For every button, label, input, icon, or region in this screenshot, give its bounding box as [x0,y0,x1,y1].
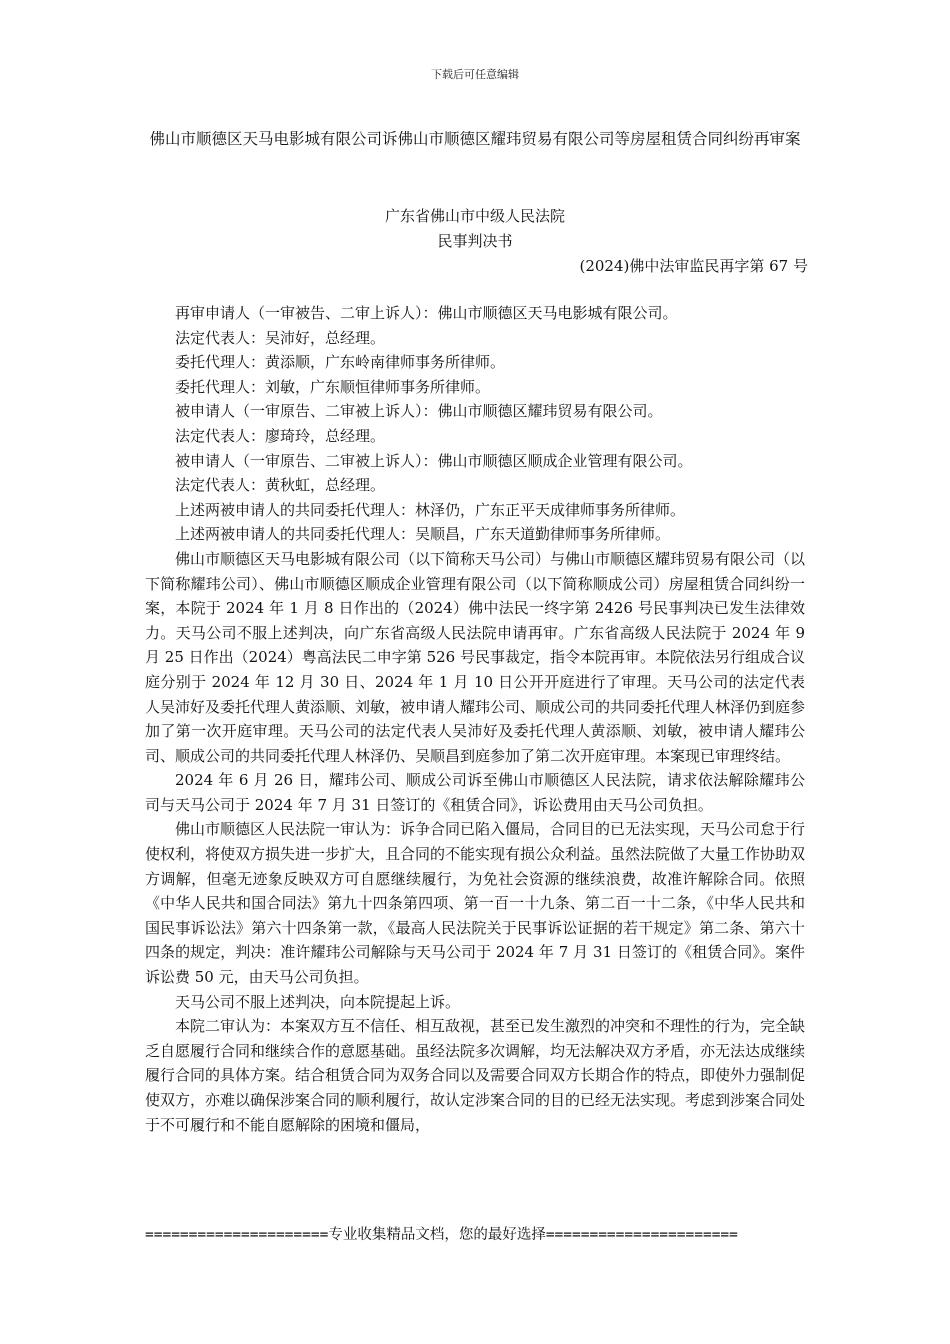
case-number: (2024)佛中法审监民再字第 67 号 [579,257,808,275]
court-name: 广东省佛山市中级人民法院 [384,207,565,225]
document-body [145,301,805,1137]
document-title: 佛山市顺德区天马电影城有限公司诉佛山市顺德区耀玮贸易有限公司等房屋租赁合同纠纷再审案 [149,130,801,148]
paragraph: 本院二审认为：本案双方互不信任、相互敌视，甚至已发生激烈的冲突和不理性的行为，完全缺乏自愿履行合同和继续合作的意愿基础。虽经法院多次调解，均无法解决双方矛盾，亦无法达成继续履行合同的具体方案。结合租赁合同为双务合同以及需要合同双方长期合作的特点，即使外力强制促使双方，亦难以确保涉案合同的顺利履行，故认定涉案合同的目的已经无法实现。考虑到涉案合同处于不可履行和不能自愿解除的困境和僵局， [145,1017,806,1134]
paragraph: 再审申请人（一审被告、二审上诉人）：佛山市顺德区天马电影城有限公司。 [175,304,678,322]
paragraph: 委托代理人：刘敏，广东顺恒律师事务所律师。 [175,377,491,396]
paragraph: 法定代表人：廖琦玲，总经理。 [175,426,386,445]
paragraph: 被申请人（一审原告、二审被上诉人）：佛山市顺德区顺成企业管理有限公司。 [175,451,693,470]
paragraph: 上述两被申请人的共同委托代理人：吴顺昌，广东天道勤律师事务所律师。 [175,525,671,544]
document-type: 民事判决书 [437,232,513,250]
paragraph: 上述两被申请人的共同委托代理人：林泽仍，广东正平天成律师事务所律师。 [175,500,686,519]
header-note: 下载后可任意编辑 [431,68,519,81]
paragraph: 法定代表人：吴沛好，总经理。 [175,328,386,347]
footer-banner: =====================专业收集精品文档，您的最好选择====================== [145,1227,738,1243]
paragraph: 2024 年 6 月 26 日，耀玮公司、顺成公司诉至佛山市顺德区人民法院，请求依法解除耀玮公司与天马公司于 2024 年 7 月 31 日签订的《租赁合同》，诉讼费用由天马公司负担。 [145,771,805,814]
paragraph: 被申请人（一审原告、二审被上诉人）：佛山市顺德区耀玮贸易有限公司。 [175,402,663,421]
paragraph: 天马公司不服上述判决，向本院提起上诉。 [175,992,461,1011]
paragraph: 法定代表人：黄秋虹，总经理。 [175,476,386,495]
paragraph: 佛山市顺德区人民法院一审认为：诉争合同已陷入僵局，合同目的已无法实现，天马公司怠于行使权利，将使双方损失进一步扩大，且合同的不能实现有损公众利益。虽然法院做了大量工作协助双方调解，但毫无迹象反映双方可自愿继续履行，为免社会资源的继续浪费，故准许解除合同。依照《中华人民共和国合同法》第九十四条第四项、第一百一十九条、第二百一十二条，《中华人民共和国民事诉讼法》第六十四条第一款，《最高人民法院关于民事诉讼证据的若干规定》第二条、第六十四条的规定，判决：准许耀玮公司解除与天马公司于 2024 年 7 月 31 日签订的《租赁合同》。案件诉讼费 50 元，由天马公司负担。 [145,820,806,987]
paragraph: 佛山市顺德区天马电影城有限公司（以下简称天马公司）与佛山市顺德区耀玮贸易有限公司（以下简称耀玮公司）、佛山市顺德区顺成企业管理有限公司（以下简称顺成公司）房屋租赁合同纠纷一案，本院于 2024 年 1 月 8 日作出的（2024）佛中法民一终字第 2426 号民事判决已发生法律效力。天马公司不服上述判决，向广东省高级人民法院申请再审。广东省高级人民法院于 2024 年 9 月 25 日作出（2024）粤高法民二申字第 526 号民事裁定，指令本院再审。本院依法另行组成合议庭分别于 2024 年 12 月 30 日、2024 年 1 月 10 日公开开庭进行了审理。天马公司的法定代表人吴沛好及委托代理人黄添顺、刘敏，被申请人耀玮公司、顺成公司的共同委托代理人林泽仍到庭参加了第一次开庭审理。天马公司的法定代表人吴沛好及委托代理人黄添顺、刘敏，被申请人耀玮公司、顺成公司的共同委托代理人林泽仍、吴顺昌到庭参加了第二次开庭审理。本案现已审理终结。 [145,549,806,765]
paragraph: 委托代理人：黄添顺，广东岭南律师事务所律师。 [175,353,506,372]
